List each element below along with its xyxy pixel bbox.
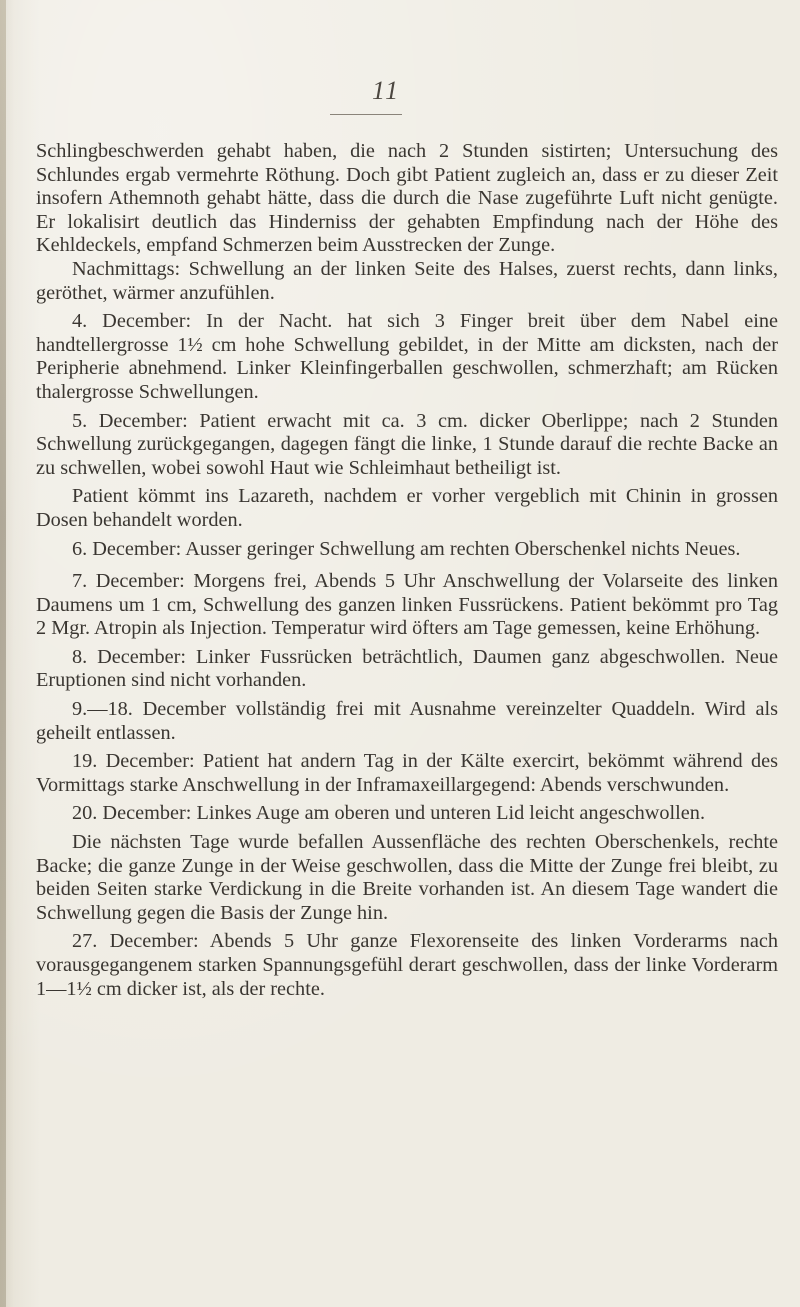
paragraph-december-20: 20. December: Linkes Auge am oberen und unteren Lid leicht angeschwollen. bbox=[72, 802, 706, 825]
page-number: 11 bbox=[372, 76, 401, 105]
paragraph-afternoon: Nachmittags: Schwellung an der linken Seite des Halses, zuerst rechts, dann links, geröthet, wärmer anzufühlen. bbox=[36, 257, 778, 304]
paragraph-december-19: 19. December: Patient hat andern Tag in der Kälte exercirt, bekömmt während des Vormittags starke Anschwellung in der Inframaxeillargegend: Abends verschwunden. bbox=[36, 750, 778, 796]
paragraph-continued: Schlingbeschwerden gehabt haben, die nach 2 Stunden sistirten; Untersuchung des Schlundes ergab vermehrte Röthung. Doch gibt Patient zugleich an, dass er zu dieser Zeit insofern Athemnoth gehabt hätte, dass die durch die Nase zugeführte Luft nicht genügte. Er lokalisirt deutlich das Hinderniss der gehabten Empfindung nach der Höhe des Kehldeckels, empfand Schmerzen beim Ausstrecken der Zunge. bbox=[36, 140, 778, 257]
paragraph-following-days: Die nächsten Tage wurde befallen Aussenfläche des rechten Oberschenkels, rechte Backe; die ganze Zunge in der Weise geschwollen, dass die Mitte der Zunge frei bleibt, zu beiden Seiten starke Verdickung in die Breite vorhanden ist. An diesem Tage wandert die Schwellung gegen die Basis der Zunge hin. bbox=[36, 831, 778, 924]
paragraph-december-27: 27. December: Abends 5 Uhr ganze Flexorenseite des linken Vorderarms nach vorausgegangenem starken Spannungsgefühl derart geschwollen, dass der linke Vorderarm 1—1½ cm dicker ist, als der rechte. bbox=[36, 930, 778, 1000]
paragraph-december-9-18: 9.—18. December vollständig frei mit Ausnahme vereinzelter Quaddeln. Wird als geheilt entlassen. bbox=[36, 698, 778, 744]
paragraph-december-5: 5. December: Patient erwacht mit ca. 3 cm. dicker Oberlippe; nach 2 Stunden Schwellung zurückgegangen, dagegen fängt die linke, 1 Stunde darauf die rechte Backe an zu schwellen, wobei sowohl Haut wie Schleimhaut betheiligt ist. bbox=[36, 409, 778, 479]
body-text bbox=[36, 140, 778, 1001]
paragraph-december-7: 7. December: Morgens frei, Abends 5 Uhr Anschwellung der Volarseite des linken Daumens um 1 cm, Schwellung des ganzen linken Fussrückens. Patient bekömmt pro Tag 2 Mgr. Atropin als Injection. Temperatur wird öfters am Tage gemessen, keine Erhöhung. bbox=[36, 570, 778, 640]
page-gutter-shadow bbox=[0, 0, 6, 1307]
paragraph-december-8: 8. December: Linker Fussrücken beträchtlich, Daumen ganz abgeschwollen. Neue Eruptionen sind nicht vorhanden. bbox=[36, 645, 778, 692]
paragraph-december-6: 6. December: Ausser geringer Schwellung am rechten Oberschenkel nichts Neues. bbox=[72, 537, 741, 560]
paragraph-lazareth: Patient kömmt ins Lazareth, nachdem er vorher vergeblich mit Chinin in grossen Dosen behandelt worden. bbox=[36, 485, 778, 531]
paragraph-december-4: 4. December: In der Nacht. hat sich 3 Finger breit über dem Nabel eine handtellergrosse 1½ cm hohe Schwellung gebildet, in der Mitte am dicksten, nach der Peripherie abnehmend. Linker Kleinfingerballen geschwollen, schmerzhaft; am Rücken thalergrosse Schwellungen. bbox=[36, 310, 778, 403]
page-number-underline bbox=[330, 114, 402, 115]
